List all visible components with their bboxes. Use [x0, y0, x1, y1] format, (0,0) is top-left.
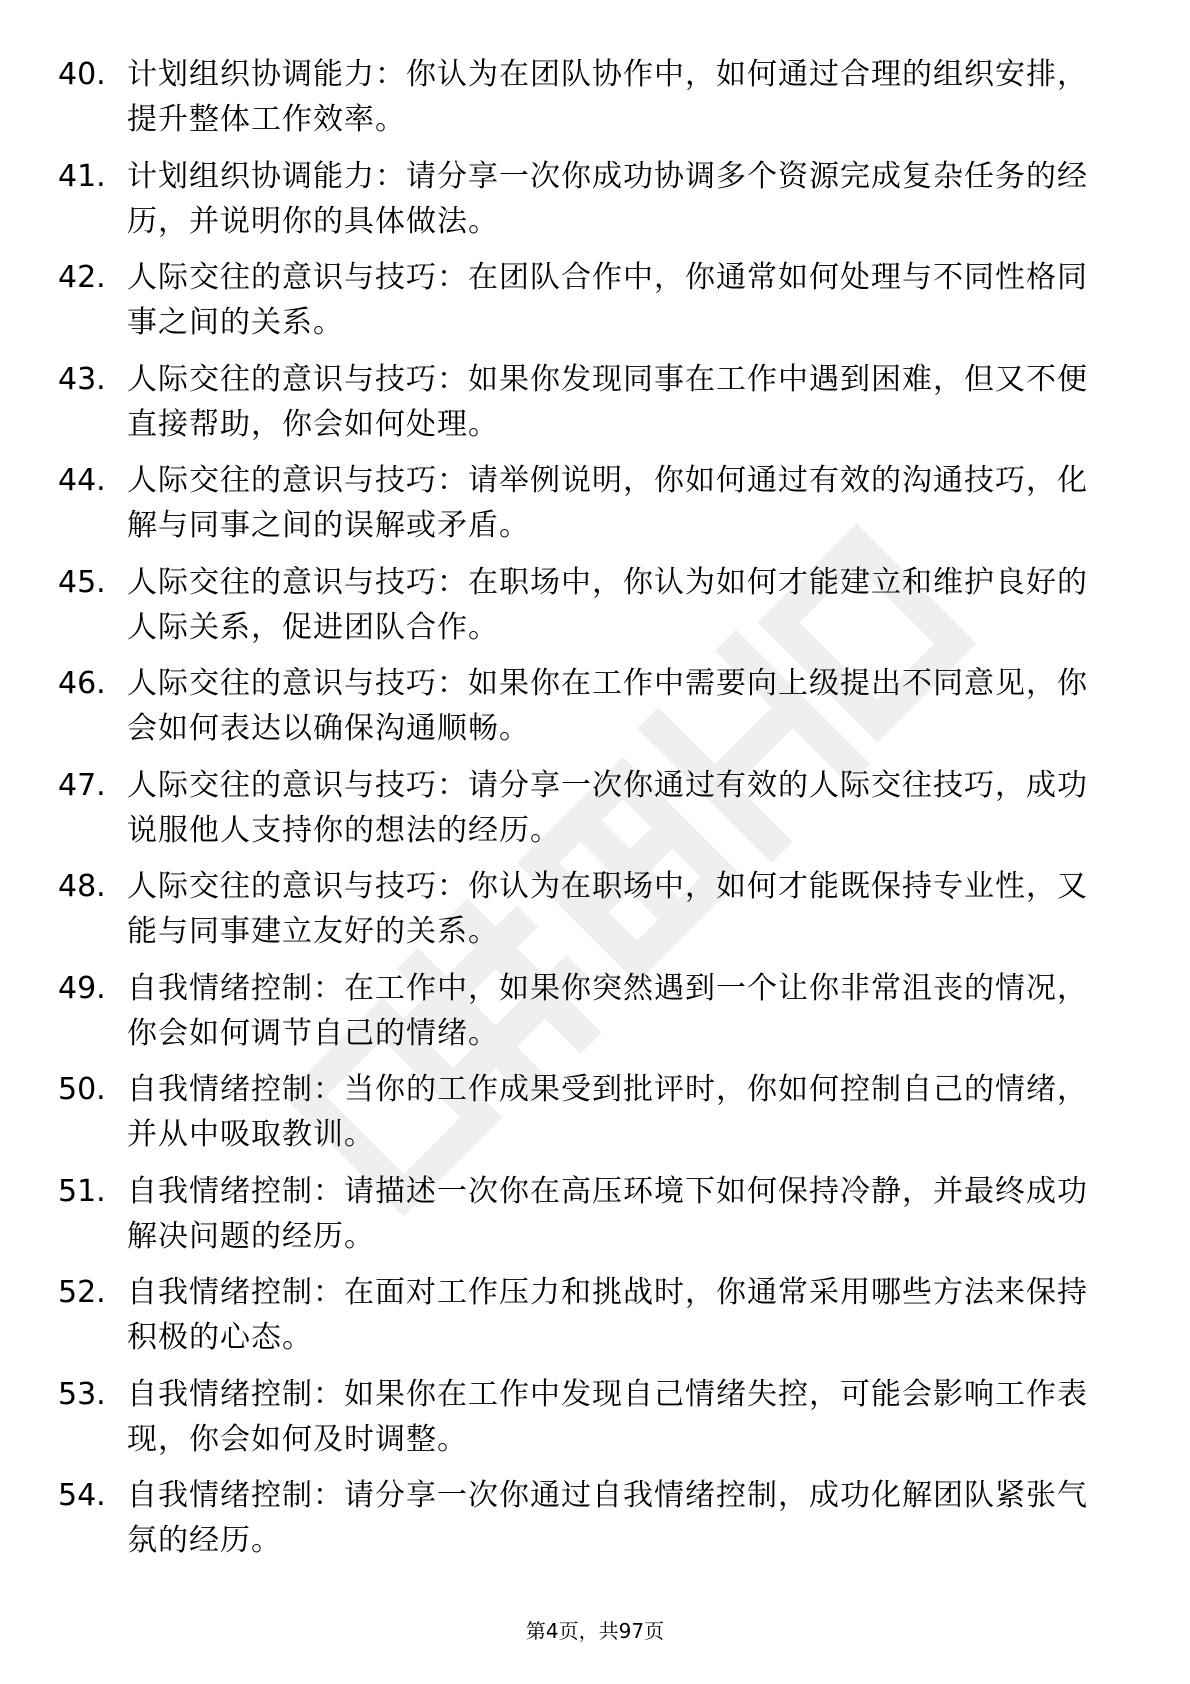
- question-text: 人际交往的意识与技巧：在职场中，你认为如何才能建立和维护良好的人际关系，促进团队合作。: [127, 564, 1088, 645]
- question-number: 50.: [58, 1072, 106, 1107]
- question-number: 54.: [58, 1478, 106, 1513]
- question-text: 自我情绪控制：请分享一次你通过自我情绪控制，成功化解团队紧张气氛的经历。: [127, 1478, 1088, 1558]
- question-list: [58, 52, 1108, 1575]
- question-number: 52.: [58, 1275, 106, 1310]
- question-number: 53.: [58, 1376, 106, 1412]
- question-text: 自我情绪控制：当你的工作成果受到批评时，你如何控制自己的情绪，并从中吸取教训。: [127, 1072, 1088, 1152]
- question-number: 43.: [58, 361, 106, 397]
- list-item: [58, 1067, 1108, 1169]
- question-number: 48.: [58, 869, 106, 904]
- question-number: 47.: [58, 767, 106, 803]
- question-number: 40.: [58, 57, 106, 92]
- question-text: 自我情绪控制：在面对工作压力和挑战时，你通常采用哪些方法来保持积极的心态。: [127, 1275, 1088, 1355]
- list-item: [58, 1169, 1108, 1271]
- question-text: 人际交往的意识与技巧：请举例说明，你如何通过有效的沟通技巧，化解与同事之间的误解或矛盾。: [127, 463, 1088, 543]
- list-item: [58, 1473, 1108, 1575]
- question-number: 42.: [58, 260, 106, 295]
- list-item: [58, 1270, 1108, 1372]
- question-text: 计划组织协调能力：请分享一次你成功协调多个资源完成复杂任务的经历，并说明你的具体做法。: [127, 158, 1088, 239]
- question-text: 人际交往的意识与技巧：请分享一次你通过有效的人际交往技巧，成功说服他人支持你的想法的经历。: [127, 767, 1088, 848]
- list-item: [58, 864, 1108, 966]
- question-number: 41.: [58, 158, 106, 194]
- question-number: 46.: [58, 666, 106, 701]
- list-item: [58, 1372, 1108, 1474]
- page-number-footer: 第4页，共97页: [525, 1619, 665, 1643]
- list-item: [58, 661, 1108, 763]
- question-text: 人际交往的意识与技巧：你认为在职场中，如何才能既保持专业性，又能与同事建立友好的关系。: [127, 869, 1088, 949]
- question-number: 49.: [58, 970, 106, 1006]
- question-number: 51.: [58, 1173, 106, 1209]
- question-text: 自我情绪控制：请描述一次你在高压环境下如何保持冷静，并最终成功解决问题的经历。: [127, 1173, 1088, 1254]
- list-item: [58, 154, 1108, 256]
- question-text: 自我情绪控制：在工作中，如果你突然遇到一个让你非常沮丧的情况，你会如何调节自己的情绪。: [127, 970, 1088, 1051]
- list-item: [58, 52, 1108, 154]
- question-text: 人际交往的意识与技巧：在团队合作中，你通常如何处理与不同性格同事之间的关系。: [127, 260, 1088, 340]
- question-number: 45.: [58, 564, 106, 600]
- list-item: [58, 458, 1108, 560]
- list-item: [58, 560, 1108, 662]
- question-text: 人际交往的意识与技巧：如果你在工作中需要向上级提出不同意见，你会如何表达以确保沟通顺畅。: [127, 666, 1088, 746]
- list-item: [58, 255, 1108, 357]
- question-number: 44.: [58, 463, 106, 498]
- list-item: [58, 966, 1108, 1068]
- list-item: [58, 763, 1108, 865]
- question-text: 人际交往的意识与技巧：如果你发现同事在工作中遇到困难，但又不便直接帮助，你会如何处理。: [127, 361, 1088, 442]
- question-text: 自我情绪控制：如果你在工作中发现自己情绪失控，可能会影响工作表现，你会如何及时调整。: [127, 1376, 1088, 1457]
- list-item: [58, 357, 1108, 459]
- question-text: 计划组织协调能力：你认为在团队协作中，如何通过合理的组织安排，提升整体工作效率。: [127, 57, 1088, 137]
